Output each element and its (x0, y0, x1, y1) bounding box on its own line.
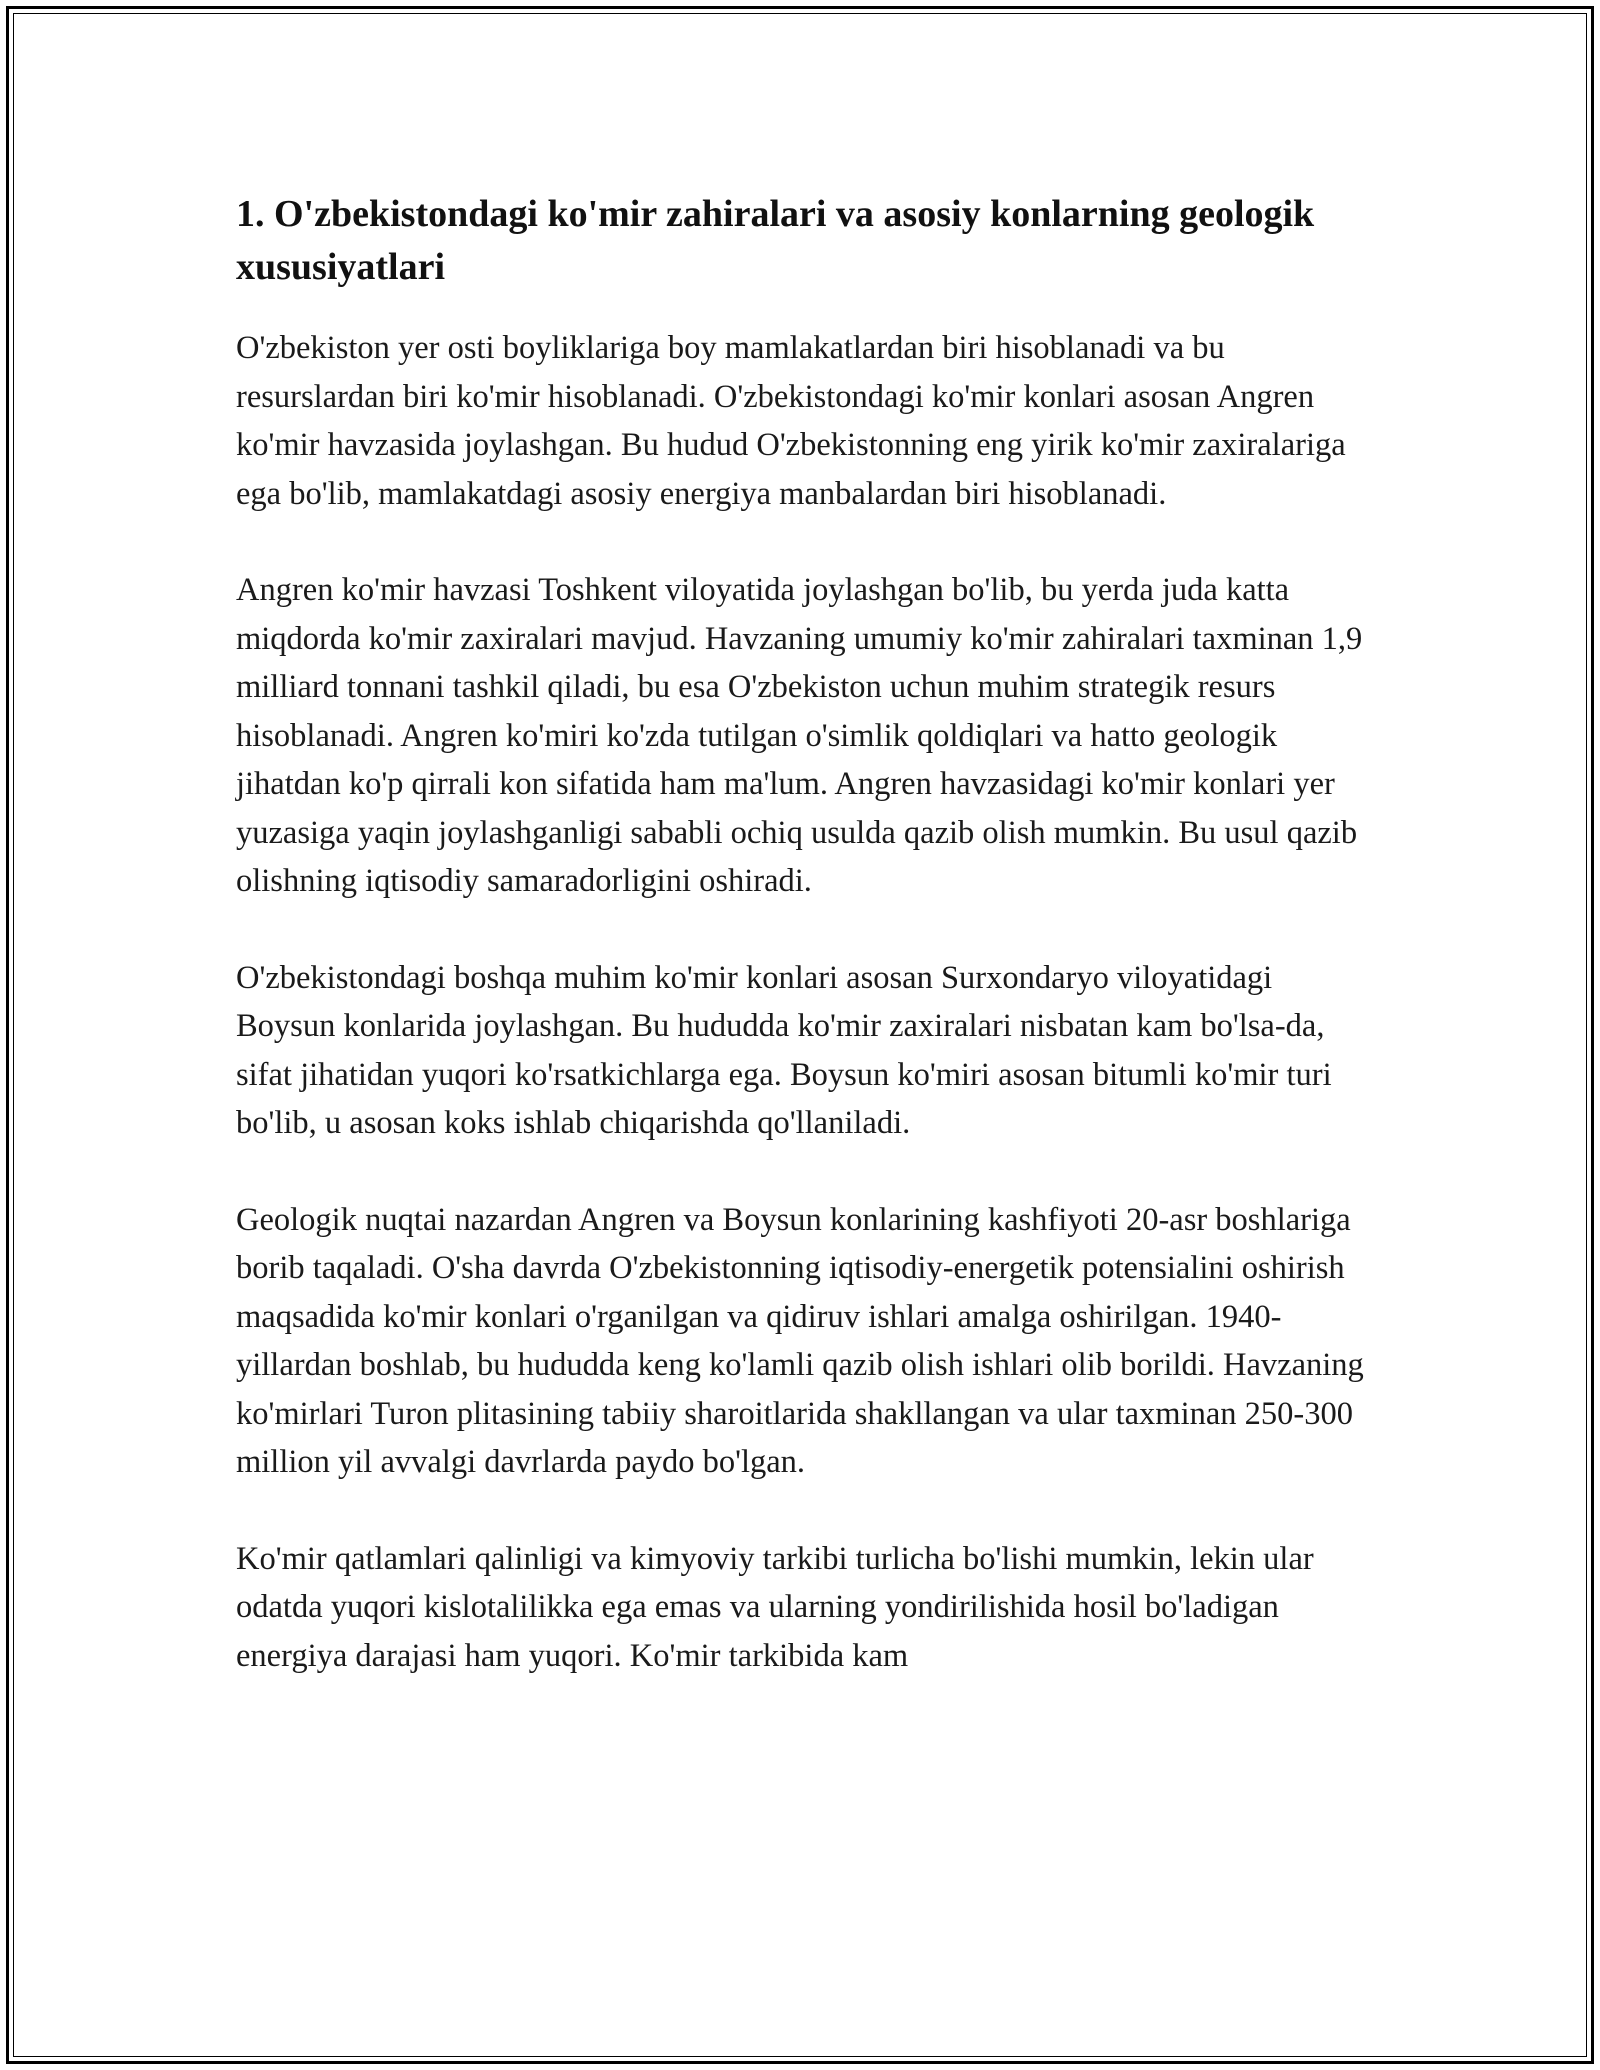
page-title: 1. O'zbekistondagi ko'mir zahiralari va asosiy konlarning geologik xususiyatlari (236, 193, 1315, 288)
paragraph-3: O'zbekistondagi boshqa muhim ko'mir konlari asosan Surxondaryo viloyatidagi Boysun konlarida joylashgan. Bu hududda ko'mir zaxiralari nisbatan kam bo'lsa-da, sifat jihatidan yuqori ko'rsatkichlarga ega. Boysun ko'miri asosan bitumli ko'mir turi bo'lib, u asosan koks ishlab chiqarishda qo'llaniladi. (236, 959, 1332, 1141)
paragraph-1: O'zbekiston yer osti boyliklariga boy mamlakatlardan biri hisoblanadi va bu resurslardan biri ko'mir hisoblanadi. O'zbekistondagi ko'mir konlari asosan Angren ko'mir havzasida joylashgan. Bu hudud O'zbekistonning eng yirik ko'mir zaxiralariga ega bo'lib, mamlakatdagi asosiy energiya manbalardan biri hisoblanadi. (236, 330, 1346, 512)
document-body (236, 188, 1366, 1728)
paragraph-2: Angren ko'mir havzasi Toshkent viloyatida joylashgan bo'lib, bu yerda juda katta miqdorda ko'mir zaxiralari mavjud. Havzaning umumiy ko'mir zahiralari taxminan 1,9 milliard tonnani tashkil qiladi, bu esa O'zbekiston uchun muhim strategik resurs hisoblanadi. Angren ko'miri ko'zda tutilgan o'simlik qoldiqlari va hatto geologik jihatdan ko'p qirrali kon sifatida ham ma'lum. Angren havzasidagi ko'mir konlari yer yuzasiga yaqin joylashganligi sababli ochiq usulda qazib olish mumkin. Bu usul qazib olishning iqtisodiy samaradorligini oshiradi. (236, 572, 1363, 899)
paragraph-5: Ko'mir qatlamlari qalinligi va kimyoviy tarkibi turlicha bo'lishi mumkin, lekin ular odatda yuqori kislotalilikka ega emas va ularning yondirilishida hosil bo'ladigan energiya darajasi ham yuqori. Ko'mir tarkibida kam (236, 1540, 1314, 1674)
paragraph-4: Geologik nuqtai nazardan Angren va Boysun konlarining kashfiyoti 20-asr boshlariga borib taqaladi. O'sha davrda O'zbekistonning iqtisodiy-energetik potensialini oshirish maqsadida ko'mir konlari o'rganilgan va qidiruv ishlari amalga oshirilgan. 1940-yillardan boshlab, bu hududda keng ko'lamli qazib olish ishlari olib borildi. Havzaning ko'mirlari Turon plitasining tabiiy sharoitlarida shakllangan va ular taxminan 250-300 million yil avvalgi davrlarda paydo bo'lgan. (236, 1201, 1364, 1480)
